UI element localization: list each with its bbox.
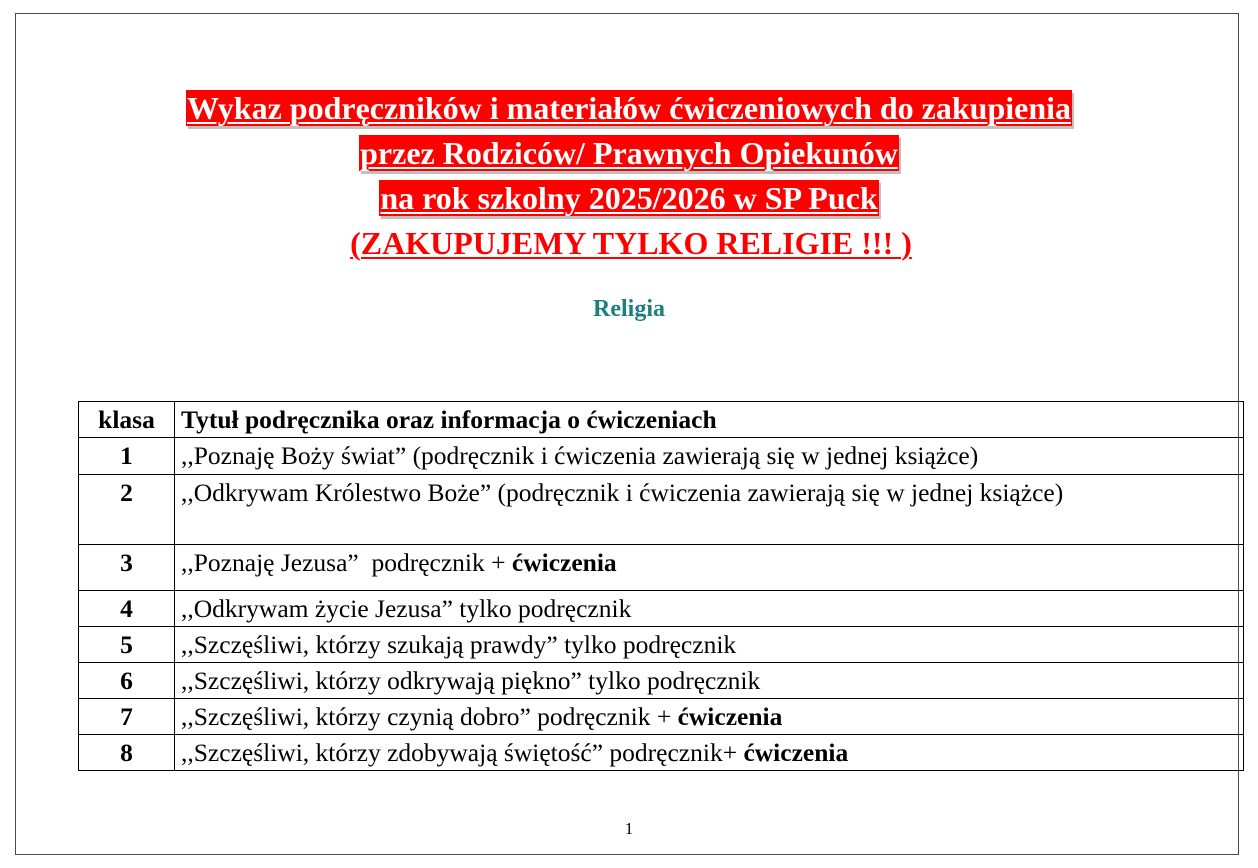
table-row <box>79 591 1244 627</box>
class-number: 1 <box>79 438 175 475</box>
exercises-label: ćwiczenia <box>743 738 849 767</box>
textbook-info <box>175 545 1244 591</box>
class-number: 8 <box>79 735 175 771</box>
table-row <box>79 475 1244 545</box>
table-row <box>79 545 1244 591</box>
textbook-info <box>175 591 1244 627</box>
document-title <box>0 86 1258 266</box>
textbook-text: ,,Poznaję Jezusa” podręcznik + <box>181 548 512 577</box>
table-row <box>79 735 1244 771</box>
header-title: Tytuł podręcznika oraz informacja o ćwiczeniach <box>175 402 1244 438</box>
textbook-info <box>175 475 1244 545</box>
textbook-info <box>175 627 1244 663</box>
textbook-table <box>78 401 1244 771</box>
textbook-text: ,,Szczęśliwi, którzy odkrywają piękno” tylko podręcznik <box>181 666 761 695</box>
textbook-text: ,,Odkrywam życie Jezusa” tylko podręcznik <box>181 594 632 623</box>
textbook-text: ,,Odkrywam Królestwo Boże” (podręcznik i ćwiczenia zawierają się w jednej książce) <box>181 478 1064 507</box>
textbook-text: ,,Szczęśliwi, którzy zdobywają świętość” podręcznik+ <box>181 738 744 767</box>
title-note-text: (ZAKUPUJEMY TYLKO RELIGIE !!! ) <box>350 225 912 261</box>
title-line-2 <box>0 131 1258 176</box>
textbook-info <box>175 699 1244 735</box>
exercises-label: ćwiczenia <box>677 702 783 731</box>
table-row <box>79 663 1244 699</box>
title-line-1 <box>0 86 1258 131</box>
exercises-label: ćwiczenia <box>511 548 617 577</box>
textbook-info <box>175 735 1244 771</box>
textbook-info <box>175 438 1244 475</box>
title-line-2-text: przez Rodziców/ Prawnych Opiekunów <box>360 135 898 171</box>
table-header-row <box>79 402 1244 438</box>
table-row <box>79 627 1244 663</box>
textbook-text: ,,Szczęśliwi, którzy szukają prawdy” tylko podręcznik <box>181 630 737 659</box>
subject-heading: Religia <box>593 296 665 322</box>
header-class: klasa <box>79 402 175 438</box>
class-number: 6 <box>79 663 175 699</box>
title-line-3 <box>0 176 1258 221</box>
class-number: 7 <box>79 699 175 735</box>
title-line-1-text: Wykaz podręczników i materiałów ćwiczeniowych do zakupienia <box>186 90 1072 126</box>
title-line-3-text: na rok szkolny 2025/2026 w SP Puck <box>380 180 878 216</box>
page-number: 1 <box>624 819 634 838</box>
table-row <box>79 438 1244 475</box>
class-number: 5 <box>79 627 175 663</box>
textbook-text: ,,Poznaję Boży świat” (podręcznik i ćwiczenia zawierają się w jednej książce) <box>181 441 979 470</box>
class-number: 2 <box>79 475 175 545</box>
textbook-info <box>175 663 1244 699</box>
textbook-text: ,,Szczęśliwi, którzy czynią dobro” podręcznik + <box>181 702 678 731</box>
title-note <box>0 221 1258 266</box>
class-number: 4 <box>79 591 175 627</box>
class-number: 3 <box>79 545 175 591</box>
table-row <box>79 699 1244 735</box>
